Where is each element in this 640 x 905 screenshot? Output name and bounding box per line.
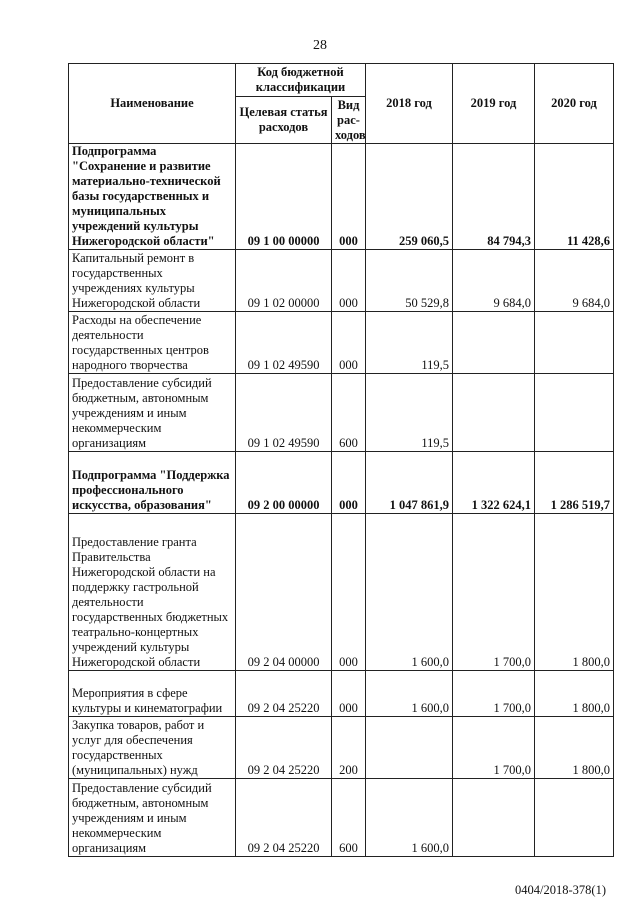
row-2018-cell: 1 600,0 (366, 671, 453, 717)
row-name-cell: Предоставление субсидий бюджетным, автономным учреждениям и иным некоммерческим организациям (69, 374, 236, 452)
row-2020-cell (535, 374, 614, 452)
row-2020-cell: 9 684,0 (535, 250, 614, 312)
row-2018-cell (366, 717, 453, 779)
header-target: Целевая статья расходов (236, 97, 332, 144)
row-code-cell: 09 2 00 00000 (236, 452, 332, 514)
header-year-2018: 2018 год (366, 64, 453, 144)
row-2018-cell: 1 600,0 (366, 514, 453, 671)
row-2020-cell (535, 312, 614, 374)
row-code-cell: 09 2 04 00000 (236, 514, 332, 671)
row-code-cell: 09 1 02 00000 (236, 250, 332, 312)
row-2020-cell: 1 800,0 (535, 671, 614, 717)
row-name-cell: Расходы на обеспечение деятельности государственных центров народного творчества (69, 312, 236, 374)
row-2018-cell: 50 529,8 (366, 250, 453, 312)
row-name-cell: Капитальный ремонт в государственных учреждениях культуры Нижегородской области (69, 250, 236, 312)
row-2019-cell: 1 700,0 (453, 717, 535, 779)
row-2020-cell: 1 800,0 (535, 717, 614, 779)
row-2018-cell: 119,5 (366, 312, 453, 374)
row-2018-cell: 1 600,0 (366, 779, 453, 857)
header-name: Наименование (69, 64, 236, 144)
row-name-cell: Мероприятия в сфере культуры и кинематографии (69, 671, 236, 717)
table-row (69, 717, 614, 779)
row-2018-cell: 119,5 (366, 374, 453, 452)
row-kind-cell: 000 (332, 671, 366, 717)
row-kind-cell: 000 (332, 144, 366, 250)
table-row (69, 671, 614, 717)
row-2019-cell (453, 312, 535, 374)
row-code-cell: 09 2 04 25220 (236, 671, 332, 717)
table-row (69, 250, 614, 312)
row-2019-cell: 1 322 624,1 (453, 452, 535, 514)
row-code-cell: 09 2 04 25220 (236, 779, 332, 857)
header-year-2020: 2020 год (535, 64, 614, 144)
table-row (69, 144, 614, 250)
row-name-cell: Подпрограмма "Сохранение и развитие материально-технической базы государственных и муниципальных учреждений культуры Нижегородской области" (69, 144, 236, 250)
row-2019-cell (453, 779, 535, 857)
document-code: 0404/2018-378(1) (515, 883, 606, 897)
page-number: 28 (313, 38, 327, 53)
row-kind-cell: 000 (332, 312, 366, 374)
row-2019-cell: 1 700,0 (453, 671, 535, 717)
row-2018-cell: 259 060,5 (366, 144, 453, 250)
row-2020-cell (535, 779, 614, 857)
table-row (69, 374, 614, 452)
row-2020-cell: 1 800,0 (535, 514, 614, 671)
row-kind-cell: 000 (332, 514, 366, 671)
row-code-cell: 09 2 04 25220 (236, 717, 332, 779)
row-2019-cell: 1 700,0 (453, 514, 535, 671)
row-2020-cell: 11 428,6 (535, 144, 614, 250)
row-name-cell: Подпрограмма "Поддержка профессионального искусства, образования" (69, 452, 236, 514)
table-row (69, 779, 614, 857)
row-code-cell: 09 1 00 00000 (236, 144, 332, 250)
row-kind-cell: 200 (332, 717, 366, 779)
row-kind-cell: 600 (332, 374, 366, 452)
row-name-cell: Предоставление субсидий бюджетным, автономным учреждениям и иным некоммерческим организациям (69, 779, 236, 857)
row-2019-cell: 84 794,3 (453, 144, 535, 250)
table-row (69, 452, 614, 514)
row-code-cell: 09 1 02 49590 (236, 374, 332, 452)
table-row (69, 514, 614, 671)
row-kind-cell: 600 (332, 779, 366, 857)
row-kind-cell: 000 (332, 452, 366, 514)
row-2019-cell (453, 374, 535, 452)
budget-table-body (69, 144, 614, 857)
row-code-cell: 09 1 02 49590 (236, 312, 332, 374)
budget-table (68, 63, 614, 857)
row-2019-cell: 9 684,0 (453, 250, 535, 312)
header-kind: Вид рас-ходов (332, 97, 366, 144)
row-kind-cell: 000 (332, 250, 366, 312)
header-code-group: Код бюджетной классификации (236, 64, 366, 97)
header-year-2019: 2019 год (453, 64, 535, 144)
row-2020-cell: 1 286 519,7 (535, 452, 614, 514)
row-2018-cell: 1 047 861,9 (366, 452, 453, 514)
table-row (69, 312, 614, 374)
row-name-cell: Закупка товаров, работ и услуг для обеспечения государственных (муниципальных) нужд (69, 717, 236, 779)
row-name-cell: Предоставление гранта Правительства Нижегородской области на поддержку гастрольной деятельности государственных бюджетных театрально-концертных учреждений культуры Нижегородской области (69, 514, 236, 671)
